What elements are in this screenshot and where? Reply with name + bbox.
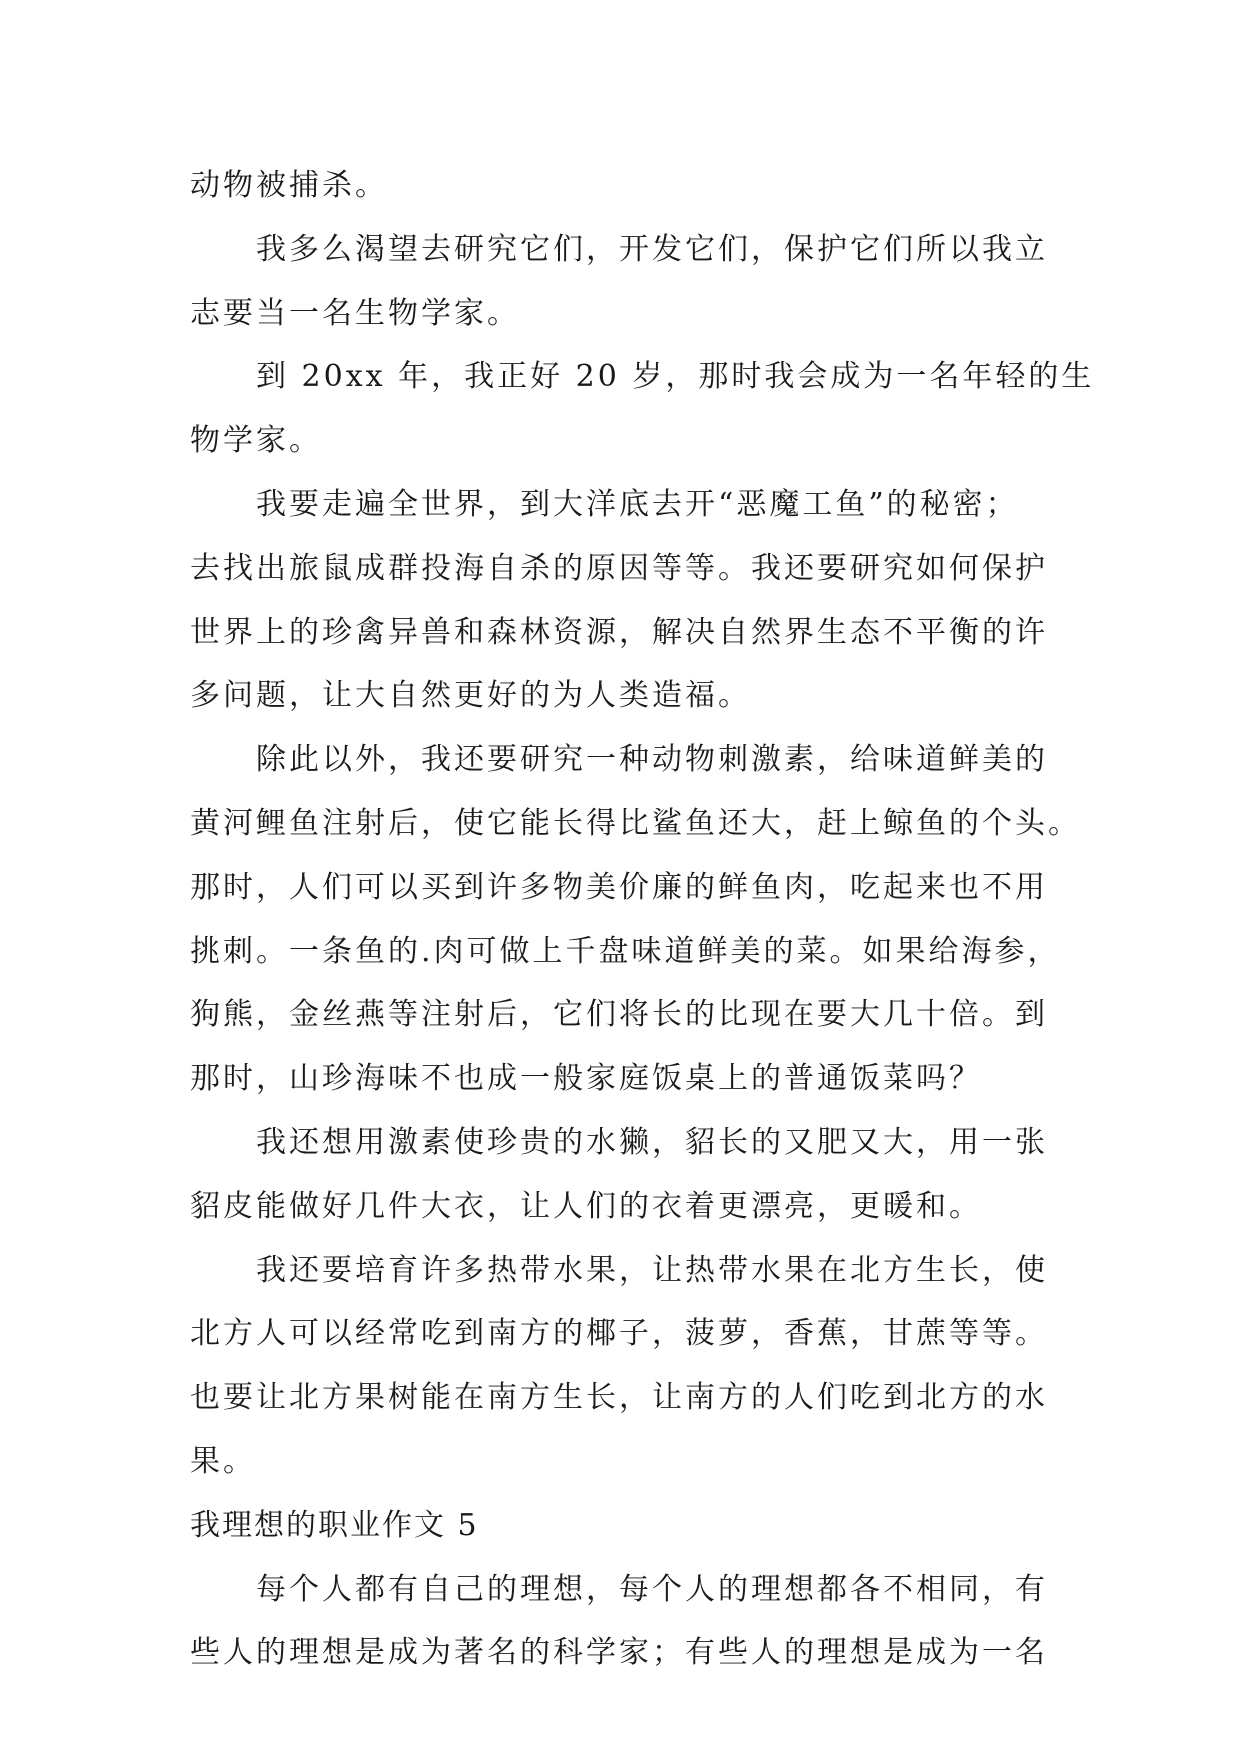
text-line: 我还想用激素使珍贵的水獭，貂长的又肥又大，用一张 [256, 1124, 1048, 1160]
text-line: 志要当一名生物学家。 [190, 295, 520, 331]
text-line: 到 20xx 年，我正好 20 岁，那时我会成为一名年轻的生 [256, 359, 1095, 395]
text-line: 狗熊，金丝燕等注射后，它们将长的比现在要大几十倍。到 [190, 997, 1048, 1033]
text-line: 世界上的珍禽异兽和森林资源，解决自然界生态不平衡的许 [190, 614, 1048, 650]
text-line: 貂皮能做好几件大衣，让人们的衣着更漂亮，更暖和。 [190, 1188, 982, 1224]
text-line: 挑刺。一条鱼的.肉可做上千盘味道鲜美的菜。如果给海参， [190, 933, 1061, 969]
section-heading: 我理想的职业作文 5 [190, 1507, 479, 1543]
text-line: 北方人可以经常吃到南方的椰子，菠萝，香蕉，甘蔗等等。 [190, 1316, 1048, 1352]
text-line: 去找出旅鼠成群投海自杀的原因等等。我还要研究如何保护 [190, 550, 1048, 586]
text-line: 每个人都有自己的理想，每个人的理想都各不相同，有 [256, 1571, 1048, 1607]
text-line: 也要让北方果树能在南方生长，让南方的人们吃到北方的水 [190, 1380, 1048, 1416]
text-line: 多问题，让大自然更好的为人类造福。 [190, 678, 751, 714]
text-line: 些人的理想是成为著名的科学家；有些人的理想是成为一名 [190, 1635, 1048, 1671]
text-line: 除此以外，我还要研究一种动物刺激素，给味道鲜美的 [256, 742, 1048, 778]
article-body [190, 154, 1095, 1685]
text-line: 物学家。 [190, 423, 322, 459]
text-line: 那时，山珍海味不也成一般家庭饭桌上的普通饭菜吗？ [190, 1061, 982, 1097]
text-line: 那时，人们可以买到许多物美价廉的鲜鱼肉，吃起来也不用 [190, 869, 1048, 905]
text-line: 我多么渴望去研究它们，开发它们，保护它们所以我立 [256, 231, 1048, 267]
text-line: 果。 [190, 1443, 256, 1479]
text-line: 我还要培育许多热带水果，让热带水果在北方生长，使 [256, 1252, 1048, 1288]
text-line: 动物被捕杀。 [190, 168, 388, 203]
text-line: 黄河鲤鱼注射后，使它能长得比鲨鱼还大，赶上鲸鱼的个头。 [190, 805, 1081, 841]
text-line: 我要走遍全世界，到大洋底去开“恶魔工鱼”的秘密； [256, 486, 1019, 522]
